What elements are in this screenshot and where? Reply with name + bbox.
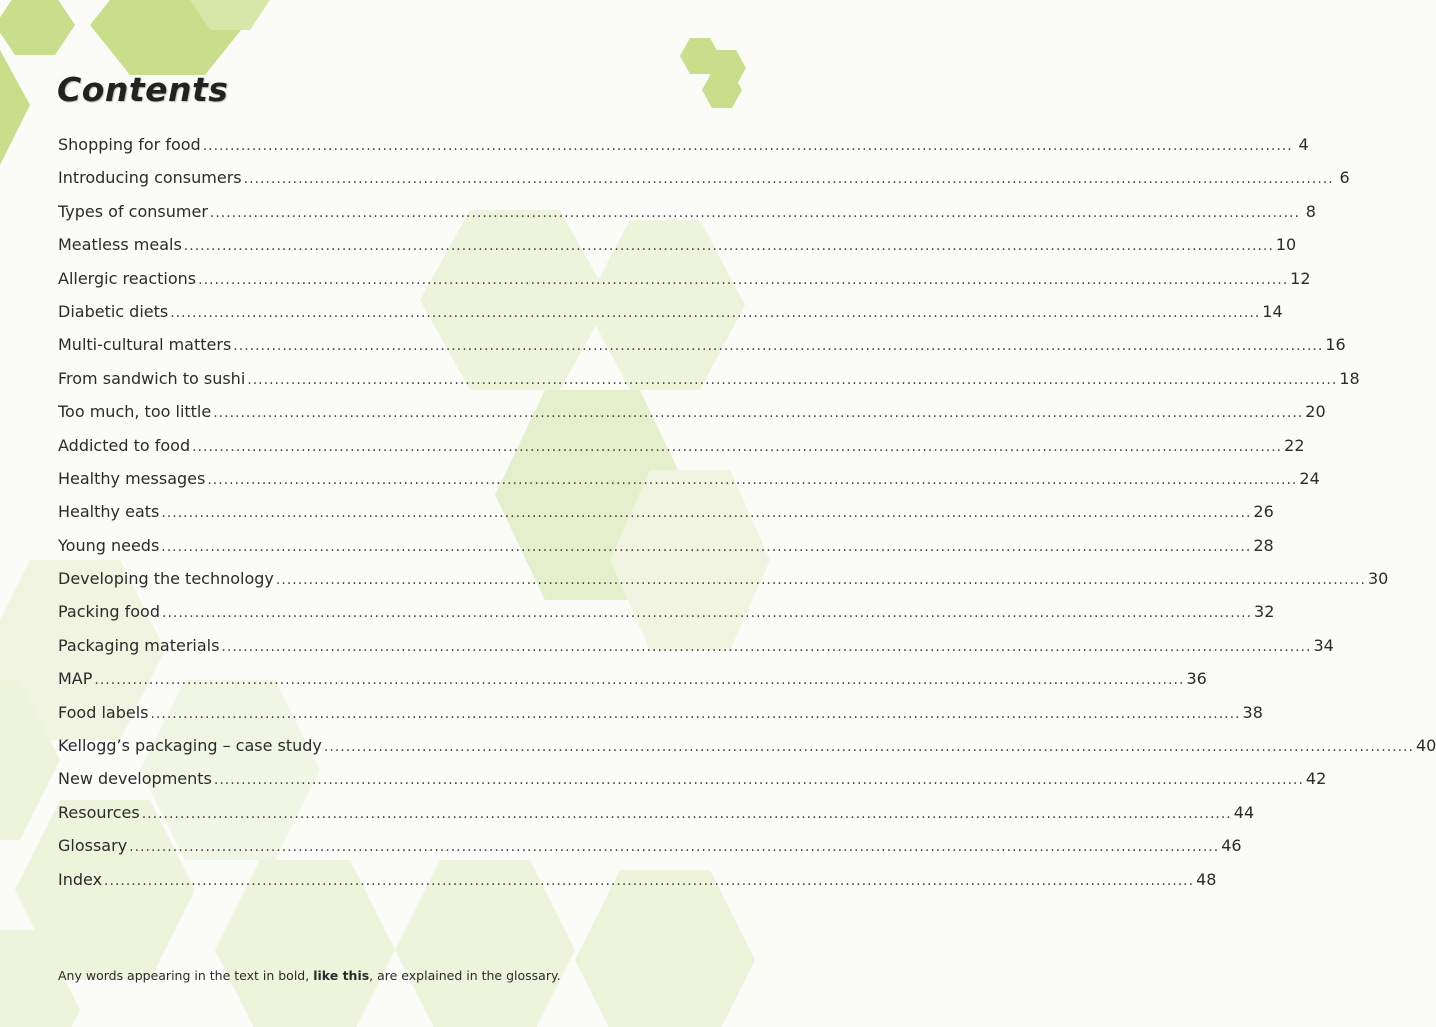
toc-dot-leader: ........................................................................................................................................................................................................	[233, 338, 1324, 355]
toc-entry-title: Healthy messages	[58, 468, 206, 488]
toc-entry-page-number: 36	[1186, 669, 1207, 689]
toc-entry	[58, 729, 1436, 762]
toc-entry-title: Developing the technology	[58, 569, 274, 589]
toc-entry	[58, 462, 1320, 495]
toc-entry	[58, 395, 1326, 428]
toc-entry	[58, 796, 1255, 829]
toc-dot-leader: ........................................................................................................................................................................................................	[129, 839, 1220, 856]
hexagon-accent	[0, 50, 30, 165]
toc-entry-page-number: 22	[1284, 435, 1305, 455]
toc-entry-title: Young needs	[58, 535, 160, 555]
toc-dot-leader: ........................................................................................................................................................................................................	[213, 772, 1304, 789]
toc-entry	[58, 362, 1360, 395]
toc-entry-title: Food labels	[58, 702, 149, 722]
toc-entry	[58, 495, 1274, 528]
toc-entry-page-number: 26	[1253, 502, 1274, 522]
toc-entry	[58, 696, 1263, 729]
toc-entry-page-number: 16	[1325, 335, 1346, 355]
toc-entry	[58, 629, 1334, 662]
toc-entry	[58, 228, 1297, 261]
page-title: Contents	[57, 70, 229, 109]
toc-entry	[58, 262, 1311, 295]
toc-entry-page-number: 30	[1367, 569, 1389, 589]
toc-entry-page-number: 18	[1339, 368, 1360, 388]
toc-entry-title: MAP	[58, 669, 93, 689]
toc-entry-title: Multi-cultural matters	[58, 335, 232, 355]
toc-entry	[58, 429, 1305, 462]
toc-dot-leader: ........................................................................................................................................................................................................	[162, 605, 1253, 622]
toc-dot-leader: ........................................................................................................................................................................................................	[207, 471, 1298, 488]
hexagon-accent	[0, 0, 75, 55]
toc-entry-page-number: 24	[1299, 468, 1320, 488]
toc-entry-title: Packing food	[58, 602, 160, 622]
toc-entry	[58, 829, 1242, 862]
toc-dot-leader: ........................................................................................................................................................................................................	[213, 405, 1304, 422]
toc-entry-title: New developments	[58, 769, 212, 789]
toc-dot-leader: ........................................................................................................................................................................................................	[150, 705, 1241, 722]
toc-entry-page-number: 48	[1196, 869, 1217, 889]
toc-dot-leader: ........................................................................................................................................................................................................	[183, 238, 1274, 255]
toc-entry-page-number: 42	[1305, 769, 1327, 789]
toc-entry-title: Kellogg’s packaging – case study	[58, 736, 322, 756]
toc-dot-leader: ........................................................................................................................................................................................................	[209, 204, 1300, 221]
toc-entry-page-number: 10	[1275, 235, 1297, 255]
toc-entry	[58, 161, 1350, 194]
toc-entry-title: Diabetic diets	[58, 301, 169, 321]
toc-entry-page-number: 6	[1339, 168, 1350, 188]
toc-entry-title: Too much, too little	[58, 402, 212, 422]
toc-entry-page-number: 12	[1290, 268, 1311, 288]
toc-entry-title: Types of consumer	[58, 201, 208, 221]
footnote-text-after: , are explained in the glossary.	[369, 968, 561, 983]
toc-entry-page-number: 34	[1313, 635, 1334, 655]
toc-dot-leader: ........................................................................................................................................................................................................	[192, 438, 1283, 455]
toc-entry-title: Meatless meals	[58, 235, 182, 255]
toc-dot-leader: ........................................................................................................................................................................................................	[202, 138, 1293, 154]
toc-entry	[58, 328, 1346, 361]
toc-entry-page-number: 4	[1298, 135, 1309, 154]
toc-entry-page-number: 20	[1305, 402, 1326, 422]
toc-dot-leader: ........................................................................................................................................................................................................	[94, 672, 1185, 689]
toc-dot-leader: ........................................................................................................................................................................................................	[275, 572, 1366, 589]
table-of-contents	[58, 128, 1436, 896]
toc-entry	[58, 529, 1274, 562]
toc-dot-leader: ........................................................................................................................................................................................................	[161, 538, 1252, 555]
toc-entry	[58, 128, 1309, 161]
toc-entry-title: Shopping for food	[58, 135, 201, 154]
toc-entry	[58, 863, 1217, 896]
toc-dot-leader: ........................................................................................................................................................................................................	[243, 171, 1334, 188]
toc-entry-page-number: 28	[1253, 535, 1274, 555]
footnote	[58, 968, 561, 983]
toc-entry	[58, 562, 1389, 595]
toc-dot-leader: ........................................................................................................................................................................................................	[104, 872, 1195, 889]
toc-entry	[58, 762, 1327, 795]
toc-dot-leader: ........................................................................................................................................................................................................	[170, 304, 1261, 321]
toc-entry-page-number: 14	[1262, 301, 1283, 321]
toc-entry-title: From sandwich to sushi	[58, 368, 246, 388]
toc-entry-title: Resources	[58, 802, 140, 822]
toc-dot-leader: ........................................................................................................................................................................................................	[141, 805, 1232, 822]
toc-entry-title: Addicted to food	[58, 435, 191, 455]
toc-entry-page-number: 40	[1415, 736, 1436, 756]
toc-dot-leader: ........................................................................................................................................................................................................	[247, 371, 1338, 388]
toc-entry	[58, 195, 1316, 228]
toc-entry	[58, 595, 1275, 628]
footnote-bold-example: like this	[313, 968, 370, 983]
toc-dot-leader: ........................................................................................................................................................................................................	[323, 739, 1414, 756]
toc-entry	[58, 662, 1207, 695]
toc-entry	[58, 295, 1283, 328]
toc-dot-leader: ........................................................................................................................................................................................................	[161, 505, 1252, 522]
toc-entry-title: Introducing consumers	[58, 168, 242, 188]
toc-entry-page-number: 44	[1233, 802, 1255, 822]
toc-entry-title: Healthy eats	[58, 502, 160, 522]
toc-entry-page-number: 32	[1254, 602, 1275, 622]
toc-entry-title: Allergic reactions	[58, 268, 197, 288]
toc-entry-page-number: 8	[1305, 201, 1316, 221]
toc-entry-title: Index	[58, 869, 103, 889]
toc-entry-title: Packaging materials	[58, 635, 220, 655]
toc-entry-page-number: 38	[1242, 702, 1263, 722]
toc-dot-leader: ........................................................................................................................................................................................................	[221, 638, 1312, 655]
toc-dot-leader: ........................................................................................................................................................................................................	[198, 271, 1289, 288]
toc-entry-page-number: 46	[1221, 836, 1242, 856]
toc-entry-title: Glossary	[58, 836, 128, 856]
footnote-text-before: Any words appearing in the text in bold,	[58, 968, 314, 983]
